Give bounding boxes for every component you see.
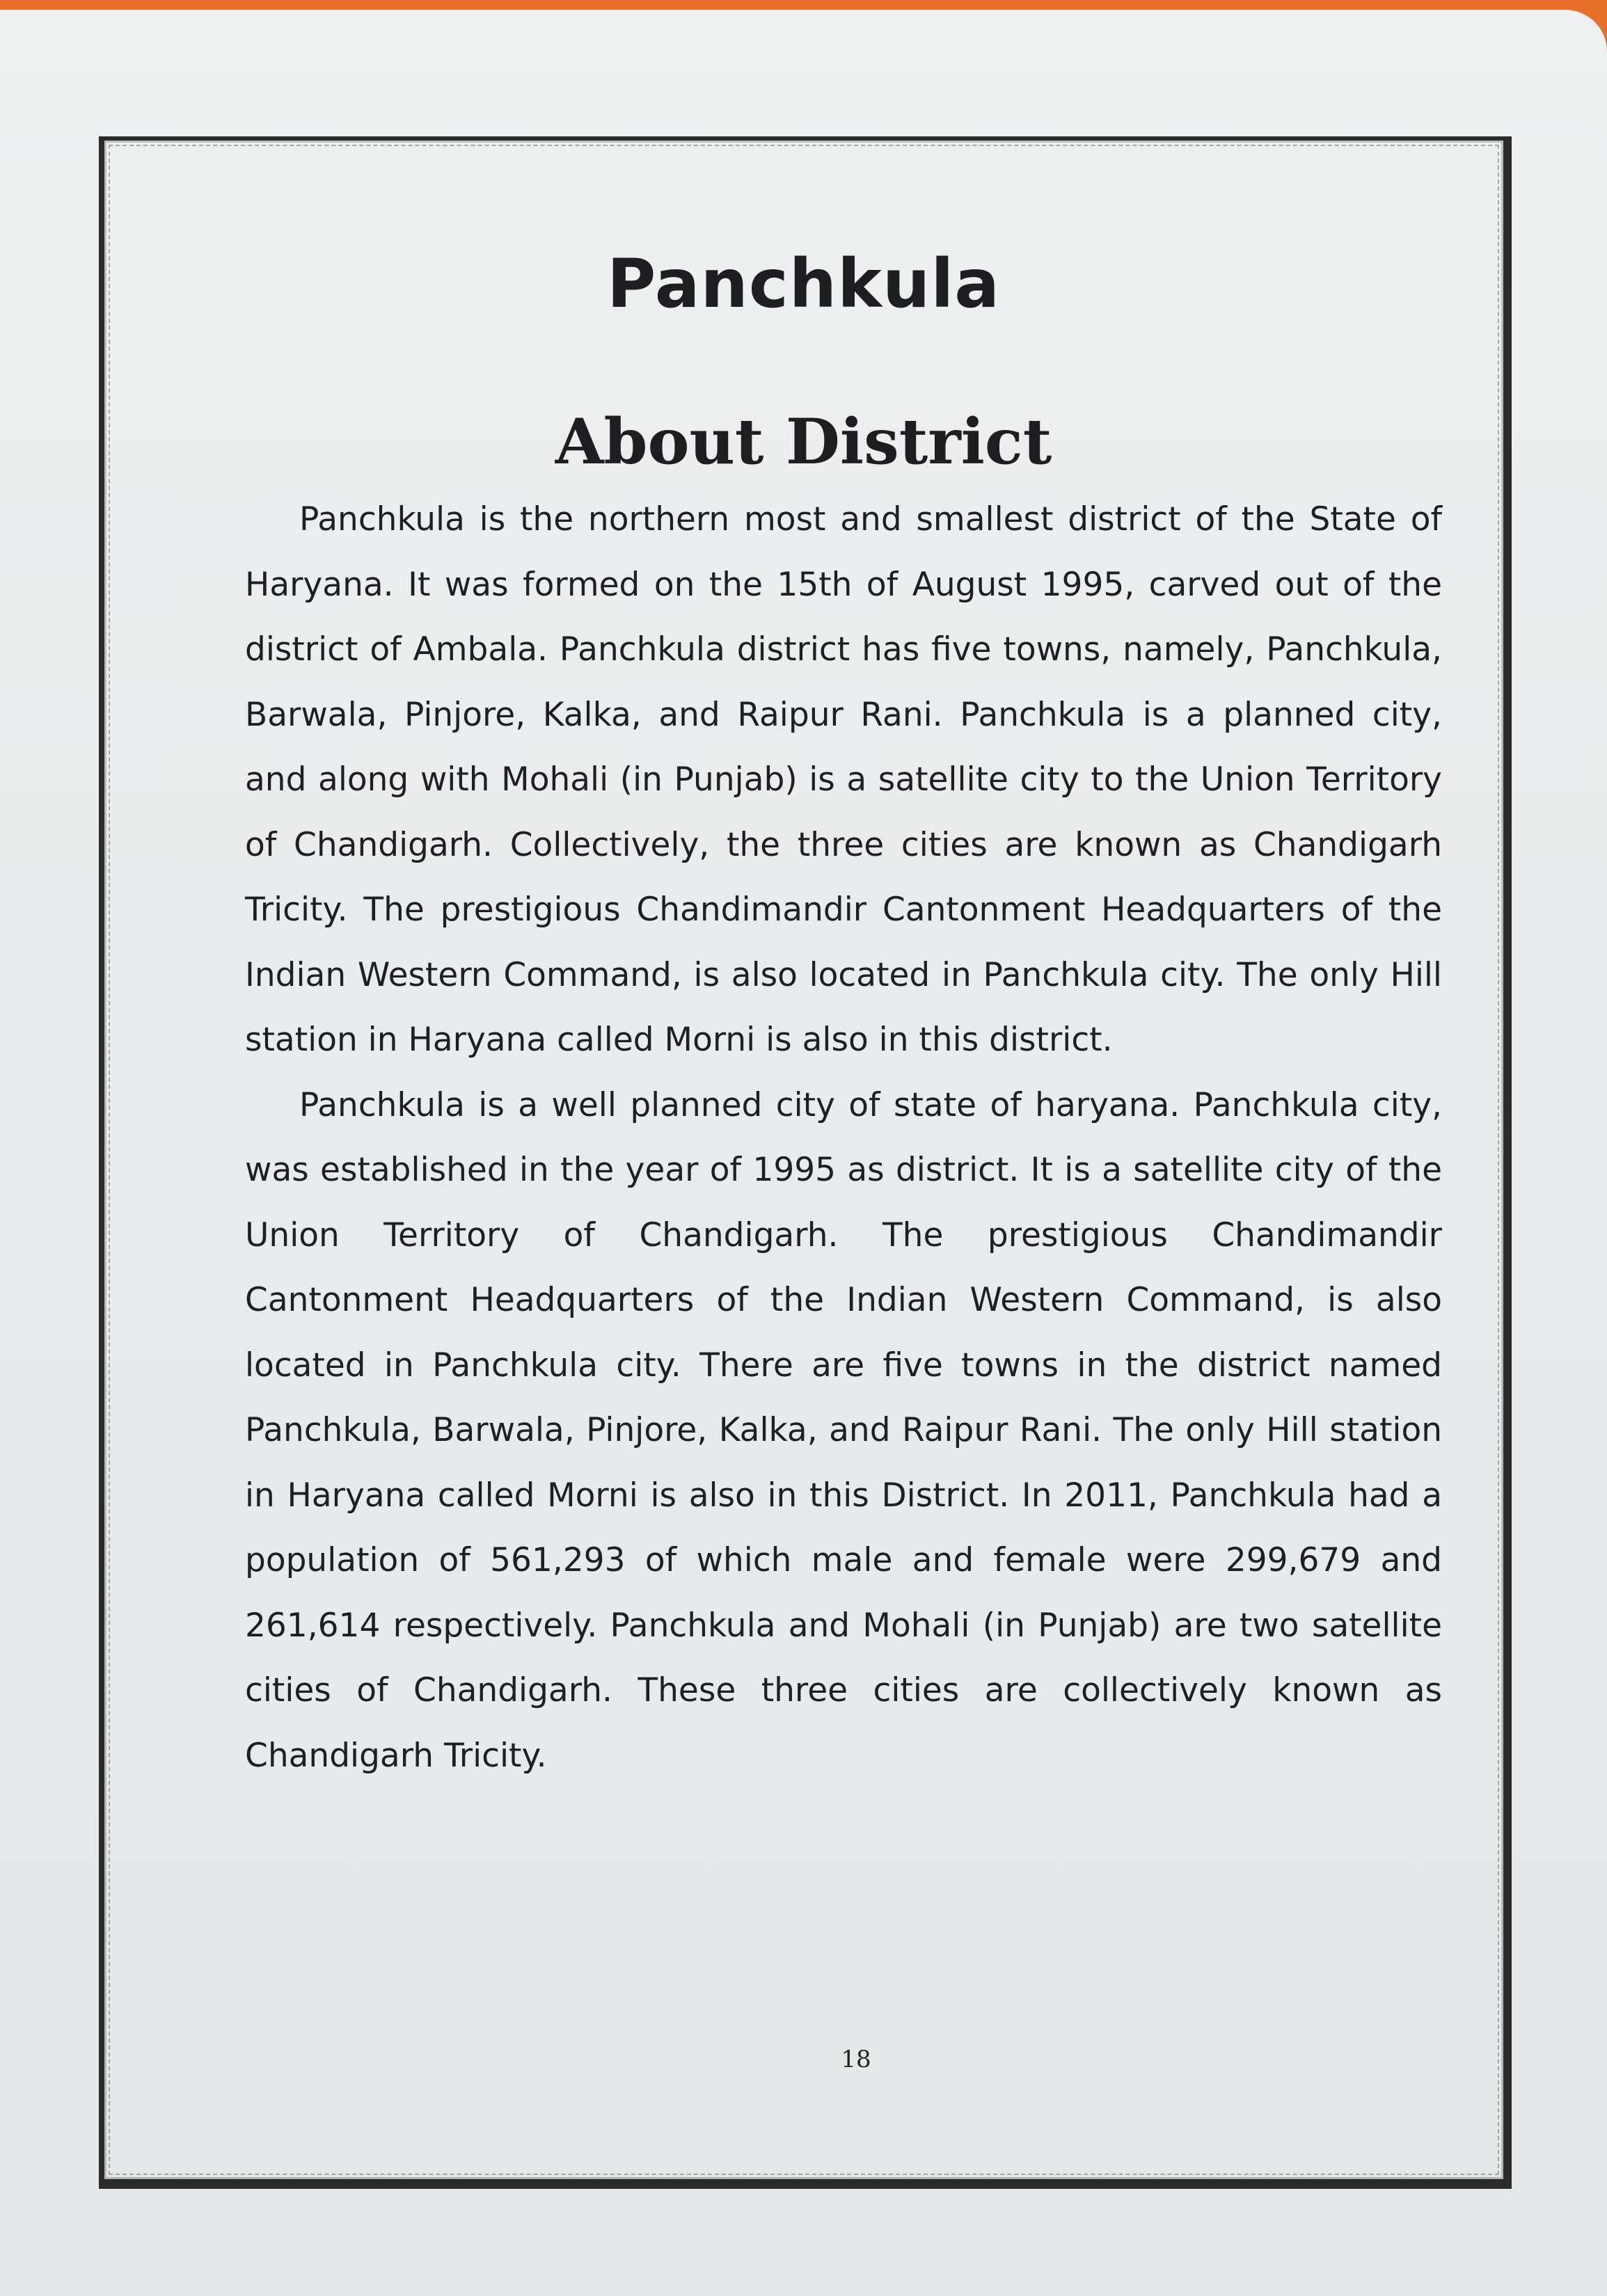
paragraph-1: Panchkula is the northern most and smallest district of the State of Haryana. It was formed on the 15th of August 1995, carved out of the district of Ambala. Panchkula district has five towns, namely, Panchkula, Barwala, Pinjore, Kalka, and Raipur Rani. Panchkula is a planned city, and along with Mohali (in Punjab) is a satellite city to the Union Territory of Chandigarh. Collectively, the three cities are known as Chandigarh Tricity. The prestigious Chandimandir Cantonment Headquarters of the Indian Western Command, is also located in Panchkula city. The only Hill station in Haryana called Morni is also in this district. [245, 500, 1442, 1059]
section-heading: About District [555, 405, 1052, 479]
page-title: Panchkula [606, 245, 1001, 323]
paragraph-2: Panchkula is a well planned city of state of haryana. Panchkula city, was established in the year of 1995 as district. It is a satellite city of the Union Territory of Chandigarh. The prestigious Chandimandir Cantonment Headquarters of the Indian Western Command, is also located in Panchkula city. There are five towns in the district named Panchkula, Barwala, Pinjore, Kalka, and Raipur Rani. The only Hill station in Haryana called Morni is also in this District. In 2011, Panchkula had a population of 561,293 of which male and female were 299,679 and 261,614 respectively. Panchkula and Mohali (in Punjab) are two satellite cities of Chandigarh. These three cities are collectively known as Chandigarh Tricity. [245, 1085, 1442, 1775]
body-text [245, 487, 1442, 1788]
page-number: 18 [841, 2046, 871, 2073]
